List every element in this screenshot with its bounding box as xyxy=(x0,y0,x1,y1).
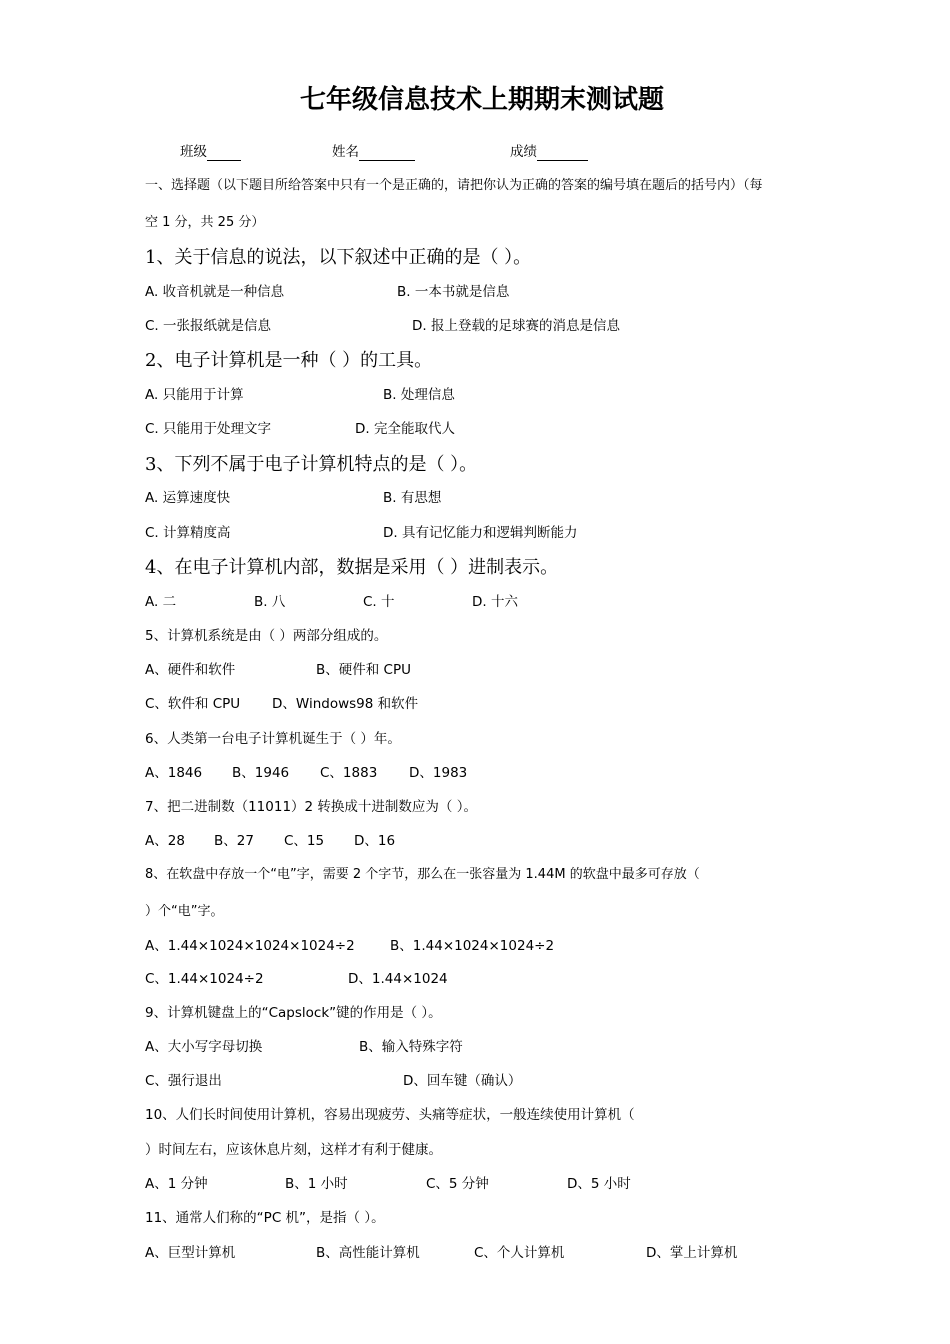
question-7: 7、把二进制数（11011）2 转换成十进制数应为（ ）。 xyxy=(145,799,477,815)
question-10-cont: ）时间左右，应该休息片刻，这样才有利于健康。 xyxy=(145,1142,442,1158)
page-title: 七年级信息技术上期期末测试题 xyxy=(300,85,665,115)
instructions-line-2: 空 1 分，共 25 分） xyxy=(145,215,265,230)
question-5: 5、计算机系统是由（ ）两部分组成的。 xyxy=(145,628,388,644)
q7-option-b[interactable]: B、27 xyxy=(214,833,254,849)
q7-option-d[interactable]: D、16 xyxy=(354,833,396,849)
question-8: 8、在软盘中存放一个“电”字，需要 2 个字节，那么在一张容量为 1.44M 的软盘中最多可存放（ xyxy=(145,867,700,882)
q3-option-a[interactable]: A. 运算速度快 xyxy=(145,490,231,506)
q1-option-a[interactable]: A. 收音机就是一种信息 xyxy=(145,284,285,300)
q7-option-a[interactable]: A、28 xyxy=(145,833,185,849)
name-field xyxy=(332,143,415,161)
score-blank[interactable] xyxy=(537,146,588,161)
q2-option-c[interactable]: C. 只能用于处理文字 xyxy=(145,421,272,437)
q6-option-c[interactable]: C、1883 xyxy=(320,765,378,781)
question-1: 1、关于信息的说法，以下叙述中正确的是（ ）。 xyxy=(145,247,532,268)
question-4: 4、在电子计算机内部，数据是采用（ ）进制表示。 xyxy=(145,557,559,578)
q5-option-b[interactable]: B、硬件和 CPU xyxy=(316,662,412,678)
name-label: 姓名 xyxy=(332,144,359,160)
q6-option-d[interactable]: D、1983 xyxy=(409,765,468,781)
q5-option-c[interactable]: C、软件和 CPU xyxy=(145,696,241,712)
q1-option-b[interactable]: B. 一本书就是信息 xyxy=(397,284,510,300)
name-blank[interactable] xyxy=(359,146,415,161)
class-label: 班级 xyxy=(180,144,207,160)
class-blank[interactable] xyxy=(207,146,241,161)
question-9: 9、计算机键盘上的“Capslock”键的作用是（ ）。 xyxy=(145,1005,442,1021)
class-field xyxy=(180,143,241,161)
q11-option-d[interactable]: D、掌上计算机 xyxy=(646,1245,738,1261)
q10-option-b[interactable]: B、1 小时 xyxy=(285,1176,348,1192)
question-3: 3、下列不属于电子计算机特点的是（ ）。 xyxy=(145,454,478,475)
q4-option-c[interactable]: C. 十 xyxy=(363,594,395,610)
q2-option-b[interactable]: B. 处理信息 xyxy=(383,387,455,403)
q8-option-a[interactable]: A、1.44×1024×1024×1024÷2 xyxy=(145,938,355,954)
q11-option-a[interactable]: A、巨型计算机 xyxy=(145,1245,236,1261)
q8-option-b[interactable]: B、1.44×1024×1024÷2 xyxy=(390,938,555,954)
q11-option-c[interactable]: C、个人计算机 xyxy=(474,1245,565,1261)
q11-option-b[interactable]: B、高性能计算机 xyxy=(316,1245,420,1261)
q9-option-d[interactable]: D、回车键（确认） xyxy=(403,1073,522,1089)
q10-option-d[interactable]: D、5 小时 xyxy=(567,1176,631,1192)
q2-option-a[interactable]: A. 只能用于计算 xyxy=(145,387,244,403)
instructions-line-1: 一、选择题（以下题目所给答案中只有一个是正确的，请把你认为正确的答案的编号填在题后的括号内）（每 xyxy=(145,178,763,193)
q6-option-b[interactable]: B、1946 xyxy=(232,765,290,781)
q4-option-a[interactable]: A. 二 xyxy=(145,594,177,610)
question-2: 2、电子计算机是一种（ ）的工具。 xyxy=(145,350,433,371)
q10-option-c[interactable]: C、5 分钟 xyxy=(426,1176,489,1192)
q5-option-a[interactable]: A、硬件和软件 xyxy=(145,662,236,678)
q3-option-d[interactable]: D. 具有记忆能力和逻辑判断能力 xyxy=(383,525,578,541)
q10-option-a[interactable]: A、1 分钟 xyxy=(145,1176,208,1192)
q4-option-d[interactable]: D. 十六 xyxy=(472,594,518,610)
q4-option-b[interactable]: B. 八 xyxy=(254,594,286,610)
q1-option-d[interactable]: D. 报上登载的足球赛的消息是信息 xyxy=(412,318,620,334)
question-6: 6、人类第一台电子计算机诞生于（ ）年。 xyxy=(145,731,401,747)
q6-option-a[interactable]: A、1846 xyxy=(145,765,203,781)
q8-option-c[interactable]: C、1.44×1024÷2 xyxy=(145,971,264,987)
q9-option-a[interactable]: A、大小写字母切换 xyxy=(145,1039,263,1055)
q5-option-d[interactable]: D、Windows98 和软件 xyxy=(272,696,419,712)
question-10: 10、人们长时间使用计算机，容易出现疲劳、头痛等症状，一般连续使用计算机（ xyxy=(145,1107,635,1123)
score-field xyxy=(510,143,588,161)
q8-option-d[interactable]: D、1.44×1024 xyxy=(348,971,448,987)
q1-option-c[interactable]: C. 一张报纸就是信息 xyxy=(145,318,272,334)
question-11: 11、通常人们称的“PC 机”，是指（ ）。 xyxy=(145,1210,385,1226)
q7-option-c[interactable]: C、15 xyxy=(284,833,325,849)
question-8-cont: ）个“电”字。 xyxy=(145,904,224,919)
q9-option-b[interactable]: B、输入特殊字符 xyxy=(359,1039,463,1055)
q2-option-d[interactable]: D. 完全能取代人 xyxy=(355,421,455,437)
q9-option-c[interactable]: C、强行退出 xyxy=(145,1073,222,1089)
score-label: 成绩 xyxy=(510,144,537,160)
q3-option-c[interactable]: C. 计算精度高 xyxy=(145,525,231,541)
q3-option-b[interactable]: B. 有思想 xyxy=(383,490,442,506)
